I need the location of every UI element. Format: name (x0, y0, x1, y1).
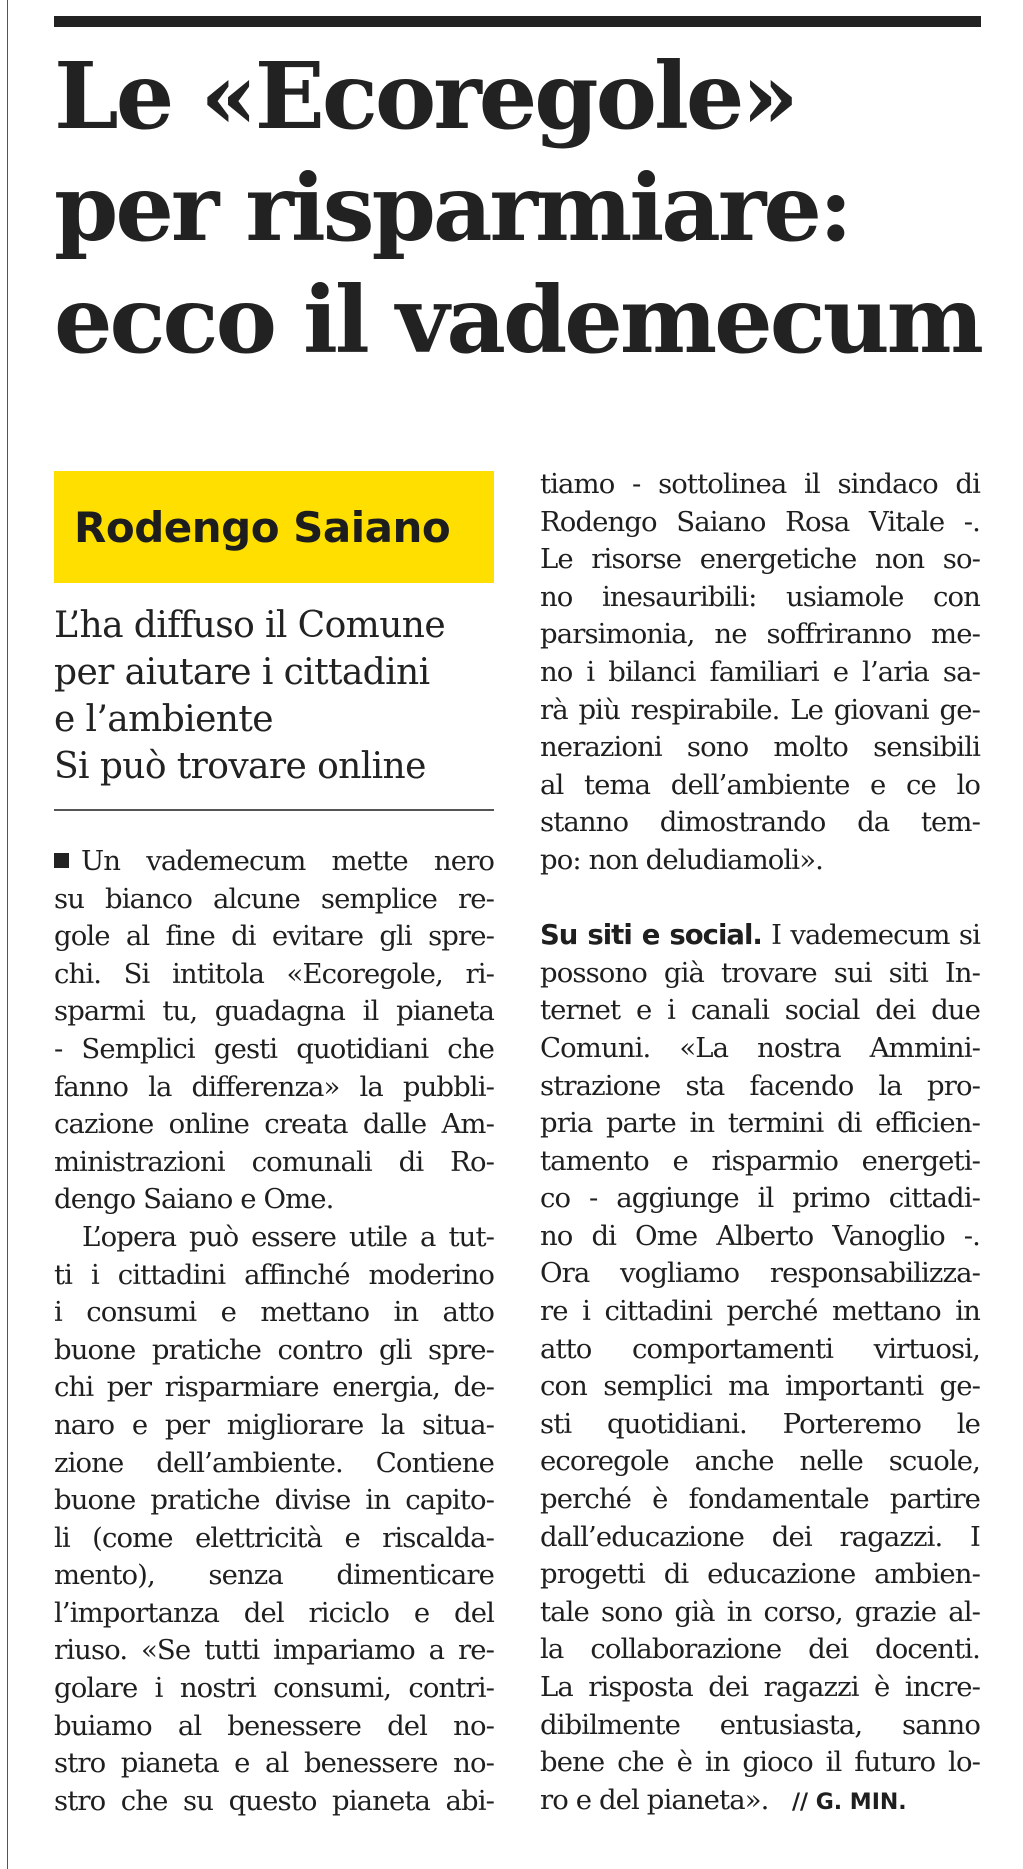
top-rule (54, 16, 981, 27)
body-line: po: non deludiamoli». (540, 843, 823, 876)
body-line: co - aggiunge il primo cittadi- (540, 1182, 980, 1215)
body-line: Un vademecum mette nero (54, 843, 494, 881)
body-line: naro e per migliorare la situa- (54, 1408, 494, 1441)
body-line: rà più respirabile. Le giovani ge- (540, 693, 980, 726)
body-line: dall’educazione dei ragazzi. I (540, 1520, 980, 1553)
body-line: gole al fine di evitare gli spre- (54, 920, 494, 953)
body-line: dengo Saiano e Ome. (54, 1183, 334, 1216)
body-line: al tema dell’ambiente e ce lo (540, 768, 980, 801)
body-line: tiamo - sottolinea il sindaco di (540, 468, 980, 500)
body-line: ecoregole anche nelle scuole, (540, 1445, 980, 1478)
body-line: Le risorse energetiche non so- (540, 543, 980, 576)
body-line: cazione online creata dalle Am- (54, 1108, 494, 1141)
headline-line: per risparmiare: (54, 154, 850, 262)
body-line: buiamo al benessere del no- (54, 1709, 494, 1742)
body-line: no i bilanci familiari e l’aria sa- (540, 655, 980, 688)
kicker-label: Rodengo Saiano (74, 502, 451, 552)
section-heading: Su siti e social. (540, 919, 762, 952)
subtitle-line: per aiutare i cittadini (54, 652, 430, 693)
location-kicker (54, 471, 494, 583)
body-line: progetti di educazione ambien- (540, 1558, 980, 1591)
body-line: mento), senza dimenticare (54, 1559, 494, 1592)
body-line: bene che è in gioco il futuro lo- (540, 1746, 980, 1779)
body-line: La risposta dei ragazzi è incre- (540, 1671, 980, 1703)
subtitle-line: Si può trovare online (54, 746, 426, 787)
body-line: sti quotidiani. Porteremo le (540, 1407, 980, 1440)
left-border-rule (7, 0, 8, 1869)
body-line: l’importanza del riciclo e del (54, 1596, 494, 1629)
body-line: atto comportamenti virtuosi, (540, 1332, 980, 1365)
body-line: sparmi tu, guadagna il pianeta (54, 995, 494, 1028)
body-line: buone pratiche contro gli spre- (54, 1333, 494, 1366)
subtitle-divider (54, 809, 494, 811)
subtitle-line: L’ha diffuso il Comune (54, 605, 446, 646)
author-signature: // G. MIN. (792, 1789, 907, 1815)
body-line: ministrazioni comunali di Ro- (54, 1145, 494, 1178)
headline-line: Le «Ecoregole» (54, 42, 796, 150)
body-line: chi per risparmiare energia, de- (54, 1371, 494, 1404)
body-line: Comuni. «La nostra Ammini- (540, 1031, 980, 1064)
body-line: Su siti e social. I vademecum si (540, 919, 980, 952)
body-line: ro e del pianeta». // G. MIN. (540, 1783, 907, 1816)
body-line: no di Ome Alberto Vanoglio -. (540, 1219, 980, 1252)
subtitle-line: e l’ambiente (54, 699, 273, 740)
body-line: stanno dimostrando da tem- (540, 806, 980, 839)
body-line: riuso. «Se tutti impariamo a re- (54, 1634, 494, 1667)
body-line: zione dell’ambiente. Contiene (54, 1446, 494, 1479)
body-line: ti i cittadini affinché moderino (54, 1258, 494, 1291)
body-line: stro pianeta e al benessere no- (54, 1747, 494, 1780)
body-line: con semplici ma importanti ge- (540, 1370, 980, 1403)
body-line: tamento e risparmio energeti- (540, 1144, 980, 1177)
body-line: ternet e i canali social dei due (540, 994, 980, 1027)
body-line: dibilmente entusiasta, sanno (540, 1708, 980, 1741)
body-line: su bianco alcune semplice re- (54, 882, 494, 915)
body-line: la collaborazione dei docenti. (540, 1633, 980, 1666)
body-line: Rodengo Saiano Rosa Vitale -. (540, 505, 980, 538)
body-line: strazione sta facendo la pro- (540, 1069, 980, 1102)
body-line: i consumi e mettano in atto (54, 1296, 494, 1329)
subtitle (54, 602, 494, 790)
headline (54, 40, 981, 376)
body-line: tale sono già in corso, grazie al- (540, 1595, 980, 1628)
body-line: Ora vogliamo responsabilizza- (540, 1257, 980, 1290)
body-line: re i cittadini perché mettano in (540, 1295, 980, 1328)
body-line: nerazioni sono molto sensibili (540, 731, 980, 764)
body-line: L’opera può essere utile a tut- (82, 1220, 494, 1253)
body-column-right (540, 466, 980, 1819)
body-line: perché è fondamentale partire (540, 1483, 980, 1516)
body-line: no inesauribili: usiamole con (540, 580, 980, 613)
bullet-square-icon (54, 853, 69, 868)
paragraph-gap (540, 880, 980, 918)
body-line: golare i nostri consumi, contri- (54, 1672, 494, 1705)
body-line: - Semplici gesti quotidiani che (54, 1032, 494, 1065)
body-line: fanno la differenza» la pubbli- (54, 1070, 494, 1103)
body-line: li (come elettricità e riscalda- (54, 1521, 494, 1554)
body-line: stro che su questo pianeta abi- (54, 1784, 494, 1817)
headline-line: ecco il vademecum (54, 266, 981, 374)
body-line: possono già trovare sui siti In- (540, 956, 980, 989)
body-line: parsimonia, ne soffriranno me- (540, 618, 980, 651)
body-line: chi. Si intitola «Ecoregole, ri- (54, 957, 494, 990)
body-line: pria parte in termini di efficien- (540, 1107, 980, 1140)
body-line: buone pratiche divise in capito- (54, 1484, 494, 1517)
body-column-left (54, 843, 494, 1820)
